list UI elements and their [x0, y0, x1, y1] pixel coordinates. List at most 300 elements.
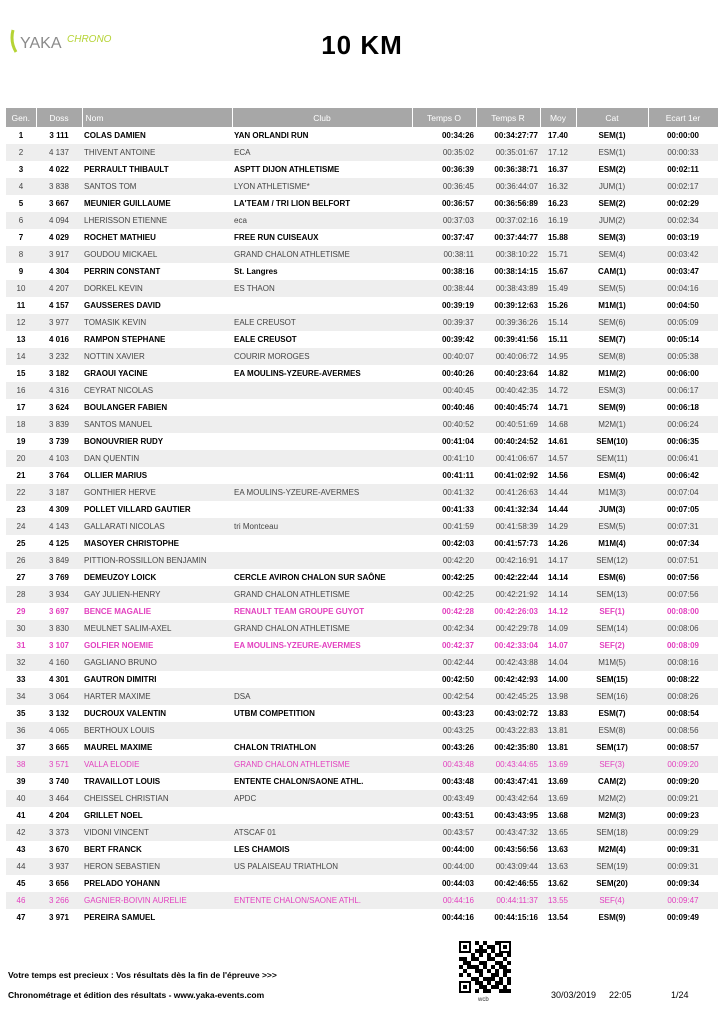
cell-cat: ESM(4): [576, 467, 648, 484]
cell-nom: HERON SEBASTIEN: [82, 858, 232, 875]
cell-nom: MEULNET SALIM-AXEL: [82, 620, 232, 637]
cell-club: LES CHAMOIS: [232, 841, 412, 858]
cell-temps-o: 00:39:37: [412, 314, 476, 331]
cell-gen: 45: [6, 875, 36, 892]
cell-club: EALE CREUSOT: [232, 314, 412, 331]
cell-ecart: 00:05:38: [648, 348, 718, 365]
cell-doss: 3 266: [36, 892, 82, 909]
cell-doss: 4 094: [36, 212, 82, 229]
cell-doss: 3 670: [36, 841, 82, 858]
cell-doss: 4 125: [36, 535, 82, 552]
cell-moy: 15.26: [540, 297, 576, 314]
cell-moy: 14.12: [540, 603, 576, 620]
cell-club: EA MOULINS-YZEURE-AVERMES: [232, 365, 412, 382]
cell-club: ECA: [232, 144, 412, 161]
cell-temps-r: 00:43:44:65: [476, 756, 540, 773]
cell-moy: 13.69: [540, 756, 576, 773]
cell-club: LYON ATHLETISME*: [232, 178, 412, 195]
cell-moy: 13.69: [540, 790, 576, 807]
cell-club: [232, 433, 412, 450]
cell-moy: 13.81: [540, 739, 576, 756]
cell-cat: CAM(2): [576, 773, 648, 790]
cell-temps-r: 00:40:06:72: [476, 348, 540, 365]
cell-cat: M1M(1): [576, 297, 648, 314]
table-header-row: [6, 108, 718, 127]
cell-temps-o: 00:42:03: [412, 535, 476, 552]
cell-cat: SEM(1): [576, 127, 648, 144]
table-row: [6, 212, 718, 229]
cell-nom: PITTION-ROSSILLON BENJAMIN: [82, 552, 232, 569]
cell-temps-r: 00:40:51:69: [476, 416, 540, 433]
cell-nom: GONTHIER HERVE: [82, 484, 232, 501]
col-club: Club: [232, 108, 412, 127]
cell-ecart: 00:05:14: [648, 331, 718, 348]
cell-temps-o: 00:36:57: [412, 195, 476, 212]
cell-temps-o: 00:41:04: [412, 433, 476, 450]
cell-gen: 34: [6, 688, 36, 705]
cell-moy: 13.83: [540, 705, 576, 722]
cell-cat: SEM(10): [576, 433, 648, 450]
cell-ecart: 00:06:41: [648, 450, 718, 467]
cell-cat: SEM(19): [576, 858, 648, 875]
cell-nom: DAN QUENTIN: [82, 450, 232, 467]
cell-club: [232, 416, 412, 433]
cell-temps-o: 00:42:25: [412, 586, 476, 603]
cell-nom: DORKEL KEVIN: [82, 280, 232, 297]
logo-yaka: YAKA: [20, 35, 62, 52]
cell-ecart: 00:07:51: [648, 552, 718, 569]
cell-temps-r: 00:42:22:44: [476, 569, 540, 586]
cell-temps-o: 00:34:26: [412, 127, 476, 144]
cell-cat: JUM(1): [576, 178, 648, 195]
cell-temps-r: 00:43:42:64: [476, 790, 540, 807]
cell-ecart: 00:04:16: [648, 280, 718, 297]
cell-ecart: 00:09:21: [648, 790, 718, 807]
cell-club: YAN ORLANDI RUN: [232, 127, 412, 144]
col-nom: Nom: [82, 108, 232, 127]
cell-cat: M2M(2): [576, 790, 648, 807]
cell-temps-o: 00:44:16: [412, 892, 476, 909]
cell-ecart: 00:08:56: [648, 722, 718, 739]
cell-gen: 13: [6, 331, 36, 348]
cell-gen: 42: [6, 824, 36, 841]
cell-doss: 3 132: [36, 705, 82, 722]
cell-cat: M2M(1): [576, 416, 648, 433]
cell-moy: 14.26: [540, 535, 576, 552]
cell-temps-o: 00:38:44: [412, 280, 476, 297]
cell-doss: 3 187: [36, 484, 82, 501]
table-row: [6, 484, 718, 501]
cell-cat: SEM(9): [576, 399, 648, 416]
cell-nom: PERRIN CONSTANT: [82, 263, 232, 280]
cell-doss: 3 934: [36, 586, 82, 603]
cell-temps-r: 00:44:11:37: [476, 892, 540, 909]
cell-temps-r: 00:42:26:03: [476, 603, 540, 620]
cell-doss: 3 697: [36, 603, 82, 620]
cell-ecart: 00:08:22: [648, 671, 718, 688]
col-doss: Doss: [36, 108, 82, 127]
cell-gen: 6: [6, 212, 36, 229]
cell-cat: SEM(13): [576, 586, 648, 603]
cell-cat: JUM(2): [576, 212, 648, 229]
cell-ecart: 00:02:17: [648, 178, 718, 195]
cell-doss: 3 830: [36, 620, 82, 637]
cell-temps-r: 00:38:10:22: [476, 246, 540, 263]
cell-cat: SEF(2): [576, 637, 648, 654]
cell-moy: 13.63: [540, 858, 576, 875]
cell-ecart: 00:09:47: [648, 892, 718, 909]
cell-gen: 12: [6, 314, 36, 331]
cell-nom: GRAOUI YACINE: [82, 365, 232, 382]
cell-cat: SEM(15): [576, 671, 648, 688]
cell-gen: 16: [6, 382, 36, 399]
cell-temps-o: 00:43:23: [412, 705, 476, 722]
table-row: [6, 773, 718, 790]
cell-moy: 14.82: [540, 365, 576, 382]
page-title: 10 KM: [321, 30, 403, 60]
table-row: [6, 705, 718, 722]
cell-gen: 31: [6, 637, 36, 654]
cell-nom: DUCROUX VALENTIN: [82, 705, 232, 722]
cell-temps-r: 00:43:47:41: [476, 773, 540, 790]
cell-temps-o: 00:36:45: [412, 178, 476, 195]
cell-nom: MAUREL MAXIME: [82, 739, 232, 756]
cell-cat: SEM(4): [576, 246, 648, 263]
cell-ecart: 00:08:57: [648, 739, 718, 756]
cell-doss: 4 065: [36, 722, 82, 739]
cell-club: LA'TEAM / TRI LION BELFORT: [232, 195, 412, 212]
cell-gen: 25: [6, 535, 36, 552]
cell-temps-r: 00:43:09:44: [476, 858, 540, 875]
cell-temps-o: 00:40:46: [412, 399, 476, 416]
cell-doss: 4 022: [36, 161, 82, 178]
cell-temps-o: 00:39:19: [412, 297, 476, 314]
cell-doss: 3 464: [36, 790, 82, 807]
cell-club: GRAND CHALON ATHLETISME: [232, 620, 412, 637]
cell-moy: 14.71: [540, 399, 576, 416]
cell-temps-o: 00:43:57: [412, 824, 476, 841]
cell-doss: 4 016: [36, 331, 82, 348]
cell-temps-r: 00:41:06:67: [476, 450, 540, 467]
table-row: [6, 331, 718, 348]
cell-moy: 16.23: [540, 195, 576, 212]
cell-club: [232, 467, 412, 484]
cell-gen: 17: [6, 399, 36, 416]
cell-nom: BONOUVRIER RUDY: [82, 433, 232, 450]
table-row: [6, 790, 718, 807]
cell-doss: 3 764: [36, 467, 82, 484]
cell-nom: NOTTIN XAVIER: [82, 348, 232, 365]
cell-gen: 7: [6, 229, 36, 246]
cell-nom: GAUSSERES DAVID: [82, 297, 232, 314]
table-row: [6, 399, 718, 416]
cell-club: US PALAISEAU TRIATHLON: [232, 858, 412, 875]
cell-ecart: 00:07:56: [648, 569, 718, 586]
cell-temps-r: 00:44:15:16: [476, 909, 540, 926]
cell-cat: ESM(3): [576, 382, 648, 399]
col-gen: Gen.: [6, 108, 36, 127]
cell-gen: 11: [6, 297, 36, 314]
cell-gen: 19: [6, 433, 36, 450]
cell-temps-o: 00:40:26: [412, 365, 476, 382]
table-row: [6, 586, 718, 603]
cell-temps-r: 00:42:46:55: [476, 875, 540, 892]
cell-doss: 3 937: [36, 858, 82, 875]
cell-cat: SEM(5): [576, 280, 648, 297]
table-row: [6, 603, 718, 620]
table-row: [6, 195, 718, 212]
col-temps-o: Temps O: [412, 108, 476, 127]
cell-nom: MASOYER CHRISTOPHE: [82, 535, 232, 552]
cell-ecart: 00:09:20: [648, 756, 718, 773]
cell-temps-o: 00:42:34: [412, 620, 476, 637]
table-row: [6, 654, 718, 671]
cell-doss: 3 839: [36, 416, 82, 433]
cell-cat: SEM(3): [576, 229, 648, 246]
cell-temps-r: 00:43:56:56: [476, 841, 540, 858]
cell-cat: ESM(8): [576, 722, 648, 739]
cell-doss: 4 157: [36, 297, 82, 314]
cell-club: [232, 382, 412, 399]
cell-temps-o: 00:38:16: [412, 263, 476, 280]
table-row: [6, 229, 718, 246]
cell-gen: 32: [6, 654, 36, 671]
cell-doss: 4 029: [36, 229, 82, 246]
cell-ecart: 00:08:26: [648, 688, 718, 705]
cell-doss: 3 917: [36, 246, 82, 263]
table-row: [6, 535, 718, 552]
print-time: 22:05: [609, 990, 632, 1000]
cell-moy: 15.88: [540, 229, 576, 246]
cell-ecart: 00:05:09: [648, 314, 718, 331]
cell-cat: JUM(3): [576, 501, 648, 518]
cell-temps-o: 00:35:02: [412, 144, 476, 161]
cell-temps-r: 00:42:35:80: [476, 739, 540, 756]
cell-cat: SEF(4): [576, 892, 648, 909]
cell-temps-r: 00:37:44:77: [476, 229, 540, 246]
cell-club: ES THAON: [232, 280, 412, 297]
cell-ecart: 00:06:18: [648, 399, 718, 416]
cell-gen: 21: [6, 467, 36, 484]
cell-gen: 46: [6, 892, 36, 909]
cell-ecart: 00:09:31: [648, 841, 718, 858]
cell-temps-r: 00:40:42:35: [476, 382, 540, 399]
cell-temps-r: 00:43:22:83: [476, 722, 540, 739]
cell-ecart: 00:03:19: [648, 229, 718, 246]
cell-club: [232, 399, 412, 416]
cell-club: ENTENTE CHALON/SAONE ATHL.: [232, 773, 412, 790]
cell-doss: 3 182: [36, 365, 82, 382]
table-row: [6, 569, 718, 586]
cell-cat: SEM(8): [576, 348, 648, 365]
cell-nom: TRAVAILLOT LOUIS: [82, 773, 232, 790]
cell-doss: 4 304: [36, 263, 82, 280]
cell-cat: SEM(12): [576, 552, 648, 569]
cell-temps-o: 00:42:28: [412, 603, 476, 620]
cell-temps-r: 00:36:44:07: [476, 178, 540, 195]
cell-ecart: 00:00:00: [648, 127, 718, 144]
cell-temps-o: 00:42:44: [412, 654, 476, 671]
cell-doss: 4 309: [36, 501, 82, 518]
cell-club: DSA: [232, 688, 412, 705]
cell-moy: 16.32: [540, 178, 576, 195]
cell-moy: 14.04: [540, 654, 576, 671]
cell-doss: 4 160: [36, 654, 82, 671]
table-row: [6, 552, 718, 569]
cell-club: GRAND CHALON ATHLETISME: [232, 756, 412, 773]
cell-doss: 3 667: [36, 195, 82, 212]
cell-nom: GAY JULIEN-HENRY: [82, 586, 232, 603]
cell-temps-o: 00:41:59: [412, 518, 476, 535]
cell-nom: BOULANGER FABIEN: [82, 399, 232, 416]
col-temps-r: Temps R: [476, 108, 540, 127]
cell-cat: SEM(11): [576, 450, 648, 467]
cell-moy: 14.95: [540, 348, 576, 365]
cell-moy: 14.44: [540, 501, 576, 518]
cell-moy: 14.57: [540, 450, 576, 467]
cell-nom: HARTER MAXIME: [82, 688, 232, 705]
cell-temps-o: 00:41:10: [412, 450, 476, 467]
cell-gen: 20: [6, 450, 36, 467]
cell-nom: POLLET VILLARD GAUTIER: [82, 501, 232, 518]
cell-moy: 14.56: [540, 467, 576, 484]
cell-temps-o: 00:43:51: [412, 807, 476, 824]
cell-nom: TOMASIK KEVIN: [82, 314, 232, 331]
cell-gen: 36: [6, 722, 36, 739]
cell-ecart: 00:06:35: [648, 433, 718, 450]
cell-moy: 16.19: [540, 212, 576, 229]
cell-temps-r: 00:42:16:91: [476, 552, 540, 569]
cell-club: [232, 297, 412, 314]
cell-doss: 3 571: [36, 756, 82, 773]
qr-code-icon: [459, 941, 511, 993]
cell-nom: CHEISSEL CHRISTIAN: [82, 790, 232, 807]
cell-cat: M1M(4): [576, 535, 648, 552]
cell-doss: 3 111: [36, 127, 82, 144]
cell-gen: 33: [6, 671, 36, 688]
cell-cat: ESM(5): [576, 518, 648, 535]
cell-temps-r: 00:39:41:56: [476, 331, 540, 348]
table-row: [6, 127, 718, 144]
cell-nom: RAMPON STEPHANE: [82, 331, 232, 348]
cell-cat: ESM(6): [576, 569, 648, 586]
cell-temps-r: 00:37:02:16: [476, 212, 540, 229]
cell-temps-o: 00:44:03: [412, 875, 476, 892]
table-row: [6, 297, 718, 314]
cell-gen: 44: [6, 858, 36, 875]
cell-moy: 13.62: [540, 875, 576, 892]
table-row: [6, 348, 718, 365]
cell-ecart: 00:08:54: [648, 705, 718, 722]
cell-nom: OLLIER MARIUS: [82, 467, 232, 484]
cell-moy: 14.00: [540, 671, 576, 688]
cell-moy: 14.68: [540, 416, 576, 433]
cell-moy: 14.17: [540, 552, 576, 569]
cell-cat: ESM(9): [576, 909, 648, 926]
cell-ecart: 00:00:33: [648, 144, 718, 161]
cell-temps-o: 00:42:20: [412, 552, 476, 569]
cell-gen: 2: [6, 144, 36, 161]
cell-club: [232, 722, 412, 739]
cell-moy: 13.69: [540, 773, 576, 790]
cell-club: [232, 909, 412, 926]
cell-moy: 16.37: [540, 161, 576, 178]
results-table: [6, 108, 719, 926]
logo-chrono: CHRONO: [67, 34, 112, 45]
cell-doss: 4 137: [36, 144, 82, 161]
cell-cat: SEM(2): [576, 195, 648, 212]
cell-temps-r: 00:41:02:92: [476, 467, 540, 484]
cell-gen: 22: [6, 484, 36, 501]
cell-ecart: 00:02:11: [648, 161, 718, 178]
cell-cat: ESM(1): [576, 144, 648, 161]
cell-temps-o: 00:40:45: [412, 382, 476, 399]
cell-ecart: 00:08:06: [648, 620, 718, 637]
cell-nom: GAGNIER-BOIVIN AURELIE: [82, 892, 232, 909]
cell-moy: 17.40: [540, 127, 576, 144]
cell-temps-o: 00:39:42: [412, 331, 476, 348]
cell-doss: 4 204: [36, 807, 82, 824]
table-row: [6, 722, 718, 739]
cell-nom: COLAS DAMIEN: [82, 127, 232, 144]
cell-cat: ESM(2): [576, 161, 648, 178]
cell-moy: 13.55: [540, 892, 576, 909]
cell-nom: DEMEUZOY LOICK: [82, 569, 232, 586]
cell-gen: 26: [6, 552, 36, 569]
cell-cat: SEF(3): [576, 756, 648, 773]
cell-temps-r: 00:42:21:92: [476, 586, 540, 603]
table-row: [6, 501, 718, 518]
cell-doss: 3 064: [36, 688, 82, 705]
cell-ecart: 00:08:00: [648, 603, 718, 620]
cell-temps-r: 00:35:01:67: [476, 144, 540, 161]
footer-slogan: Votre temps est precieux : Vos résultats dès la fin de l'épreuve >>>: [8, 970, 277, 980]
cell-nom: GRILLET NOEL: [82, 807, 232, 824]
cell-gen: 10: [6, 280, 36, 297]
cell-doss: 4 103: [36, 450, 82, 467]
cell-nom: ROCHET MATHIEU: [82, 229, 232, 246]
cell-temps-o: 00:36:39: [412, 161, 476, 178]
cell-temps-r: 00:38:43:89: [476, 280, 540, 297]
cell-ecart: 00:07:05: [648, 501, 718, 518]
table-row: [6, 246, 718, 263]
cell-doss: 3 838: [36, 178, 82, 195]
cell-cat: SEM(18): [576, 824, 648, 841]
cell-cat: SEM(6): [576, 314, 648, 331]
cell-moy: 15.71: [540, 246, 576, 263]
cell-ecart: 00:06:00: [648, 365, 718, 382]
cell-club: [232, 654, 412, 671]
cell-temps-o: 00:41:32: [412, 484, 476, 501]
cell-temps-o: 00:41:33: [412, 501, 476, 518]
cell-nom: PEREIRA SAMUEL: [82, 909, 232, 926]
cell-cat: M1M(5): [576, 654, 648, 671]
col-cat: Cat: [576, 108, 648, 127]
table-row: [6, 637, 718, 654]
cell-temps-o: 00:40:07: [412, 348, 476, 365]
cell-nom: PRELADO YOHANN: [82, 875, 232, 892]
cell-gen: 41: [6, 807, 36, 824]
cell-ecart: 00:02:34: [648, 212, 718, 229]
cell-ecart: 00:07:56: [648, 586, 718, 603]
cell-doss: 4 207: [36, 280, 82, 297]
table-row: [6, 518, 718, 535]
cell-temps-o: 00:43:49: [412, 790, 476, 807]
table-row: [6, 875, 718, 892]
cell-club: [232, 807, 412, 824]
cell-nom: BERT FRANCK: [82, 841, 232, 858]
cell-temps-r: 00:43:02:72: [476, 705, 540, 722]
